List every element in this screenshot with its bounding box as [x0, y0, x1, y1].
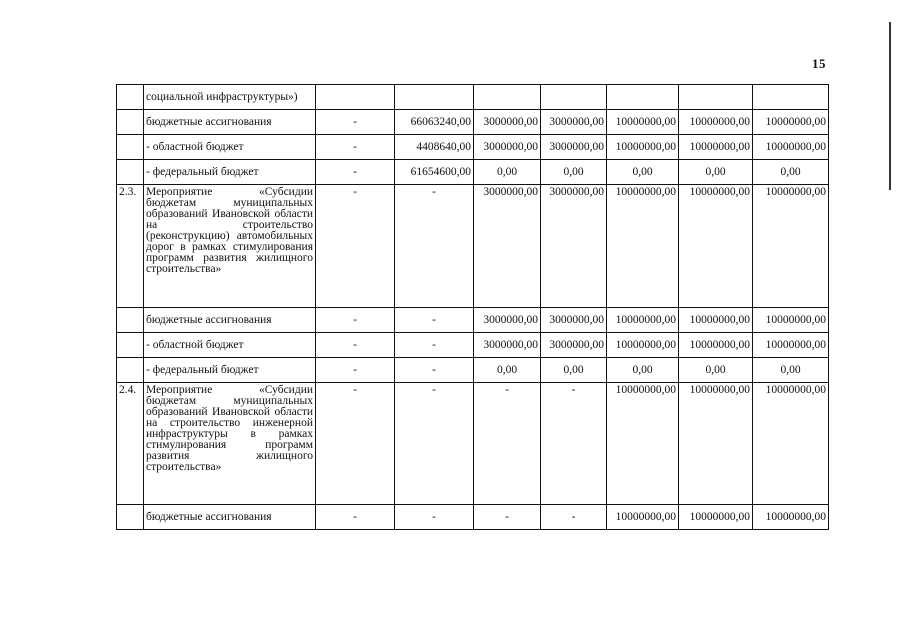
cell-c4: 3000000,00: [541, 110, 607, 135]
table-row: [117, 505, 829, 530]
cell-c7: 10000000,00: [753, 185, 829, 308]
cell-c5: 10000000,00: [607, 135, 679, 160]
table-row: [117, 358, 829, 383]
table-row: [117, 333, 829, 358]
cell-c7: 0,00: [753, 160, 829, 185]
cell-c2: -: [395, 308, 474, 333]
row-name: - областной бюджет: [144, 333, 316, 358]
cell-c1: -: [316, 505, 395, 530]
cell-c2: -: [395, 505, 474, 530]
cell-c7: 10000000,00: [753, 135, 829, 160]
cell-c5: 10000000,00: [607, 308, 679, 333]
cell-c1: -: [316, 358, 395, 383]
cell-c3: 3000000,00: [474, 308, 541, 333]
cell-c2: [395, 85, 474, 110]
row-index: [117, 160, 144, 185]
row-name: - федеральный бюджет: [144, 160, 316, 185]
cell-c2: 61654600,00: [395, 160, 474, 185]
cell-c5: 10000000,00: [607, 110, 679, 135]
scan-edge-line: [889, 22, 891, 190]
cell-c6: 10000000,00: [679, 505, 753, 530]
cell-c3: -: [474, 383, 541, 505]
row-name: бюджетные ассигнования: [144, 505, 316, 530]
row-name: - областной бюджет: [144, 135, 316, 160]
cell-c1: -: [316, 135, 395, 160]
table-row: [117, 185, 829, 308]
table-row: [117, 160, 829, 185]
cell-c6: 10000000,00: [679, 135, 753, 160]
cell-c1: [316, 85, 395, 110]
cell-c1: -: [316, 185, 395, 308]
cell-c2: -: [395, 358, 474, 383]
cell-c5: 0,00: [607, 358, 679, 383]
cell-c5: 10000000,00: [607, 505, 679, 530]
cell-c4: 0,00: [541, 358, 607, 383]
row-name: - федеральный бюджет: [144, 358, 316, 383]
cell-c3: [474, 85, 541, 110]
page-number: 15: [812, 56, 826, 71]
cell-c7: 10000000,00: [753, 308, 829, 333]
cell-c1: -: [316, 110, 395, 135]
cell-c6: 10000000,00: [679, 308, 753, 333]
cell-c5: [607, 85, 679, 110]
cell-c7: 10000000,00: [753, 333, 829, 358]
cell-c3: 0,00: [474, 358, 541, 383]
row-index: [117, 308, 144, 333]
cell-c3: 3000000,00: [474, 135, 541, 160]
cell-c2: -: [395, 333, 474, 358]
cell-c6: 10000000,00: [679, 383, 753, 505]
cell-c4: [541, 85, 607, 110]
cell-c4: 3000000,00: [541, 135, 607, 160]
cell-c1: -: [316, 383, 395, 505]
cell-c5: 10000000,00: [607, 333, 679, 358]
row-name: бюджетные ассигнования: [144, 308, 316, 333]
cell-c6: 10000000,00: [679, 110, 753, 135]
row-name: [144, 383, 316, 505]
cell-c3: 3000000,00: [474, 185, 541, 308]
cell-c3: -: [474, 505, 541, 530]
row-name-text: Мероприятие «Субсидии бюджетам муниципальных образований Ивановской области на строительство инженерной инфраструктуры в рамках стимулирования программ развития жилищного строительства»: [146, 384, 313, 473]
cell-c6: [679, 85, 753, 110]
row-index: [117, 85, 144, 110]
cell-c7: 10000000,00: [753, 110, 829, 135]
cell-c5: 0,00: [607, 160, 679, 185]
cell-c6: 0,00: [679, 358, 753, 383]
row-index: [117, 505, 144, 530]
cell-c6: 10000000,00: [679, 333, 753, 358]
cell-c5: 10000000,00: [607, 383, 679, 505]
cell-c7: [753, 85, 829, 110]
row-index: 2.4.: [117, 383, 144, 505]
cell-c1: -: [316, 160, 395, 185]
cell-c4: 0,00: [541, 160, 607, 185]
cell-c6: 10000000,00: [679, 185, 753, 308]
cell-c2: -: [395, 383, 474, 505]
cell-c3: 3000000,00: [474, 110, 541, 135]
cell-c3: 0,00: [474, 160, 541, 185]
row-index: [117, 110, 144, 135]
table-row: [117, 308, 829, 333]
cell-c7: 0,00: [753, 358, 829, 383]
cell-c3: 3000000,00: [474, 333, 541, 358]
cell-c4: 3000000,00: [541, 333, 607, 358]
cell-c7: 10000000,00: [753, 383, 829, 505]
row-index: 2.3.: [117, 185, 144, 308]
budget-table: [116, 84, 829, 530]
row-index: [117, 358, 144, 383]
cell-c4: 3000000,00: [541, 185, 607, 308]
row-index: [117, 135, 144, 160]
cell-c2: -: [395, 185, 474, 308]
row-index: [117, 333, 144, 358]
row-name: социальной инфраструктуры»): [144, 85, 316, 110]
row-name-text: Мероприятие «Субсидии бюджетам муниципальных образований Ивановской области на строительство (реконструкцию) автомобильных дорог в рамках стимулирования программ развития жилищного строительства»: [146, 186, 313, 275]
cell-c1: -: [316, 308, 395, 333]
row-name: [144, 185, 316, 308]
table-row: [117, 85, 829, 110]
cell-c5: 10000000,00: [607, 185, 679, 308]
cell-c7: 10000000,00: [753, 505, 829, 530]
cell-c1: -: [316, 333, 395, 358]
row-name: бюджетные ассигнования: [144, 110, 316, 135]
cell-c4: -: [541, 383, 607, 505]
table-row: [117, 383, 829, 505]
table-row: [117, 110, 829, 135]
cell-c4: 3000000,00: [541, 308, 607, 333]
cell-c6: 0,00: [679, 160, 753, 185]
table-row: [117, 135, 829, 160]
cell-c2: 66063240,00: [395, 110, 474, 135]
cell-c4: -: [541, 505, 607, 530]
cell-c2: 4408640,00: [395, 135, 474, 160]
